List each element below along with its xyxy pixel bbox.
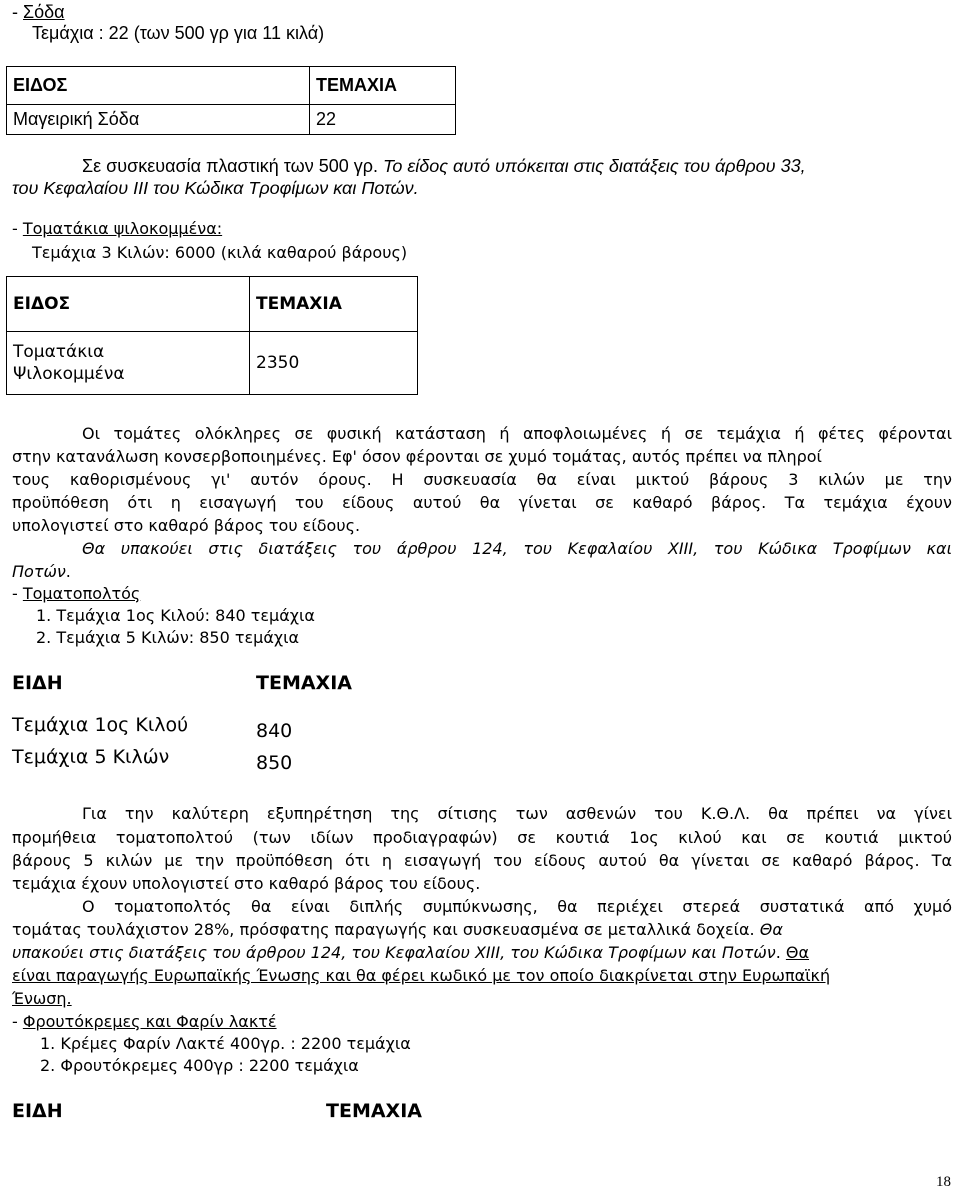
paste-item: 2. Τεμάχια 5 Κιλών: 850 τεμάχια xyxy=(36,628,300,647)
soda-note-line2: του Κεφαλαίου ΙΙΙ του Κώδικα Τροφίμων και Ποτών. xyxy=(12,178,419,198)
soda-title: Σόδα xyxy=(23,2,65,22)
tomatoes-table xyxy=(6,276,418,395)
paragraph-line: προϋπόθεση ότι η εισαγωγή του είδους αυτού θα γίνεται σε καθαρό βάρος. Τα τεμάχια έχουν xyxy=(12,493,952,512)
cell-kind-line1: Τοματάκια xyxy=(13,342,105,362)
cell-kind xyxy=(7,332,250,395)
paragraph-line xyxy=(12,920,783,939)
cell-pieces: 22 xyxy=(310,105,456,135)
soda-heading xyxy=(12,2,65,23)
regulation-text: υπακούει στις διατάξεις του άρθρου 124, του Κεφαλαίου ΧΙΙΙ, του Κώδικα Τροφίμων και Ποτών xyxy=(12,943,776,962)
table-header-row xyxy=(7,277,418,332)
paragraph-line: τους καθορισμένους γι' αυτόν όρους. Η συσκευασία θα είναι μικτού βάρους 3 κιλών με την xyxy=(12,470,952,489)
cell-pieces: 2350 xyxy=(250,332,418,395)
page-number: 18 xyxy=(936,1174,951,1190)
packaging-text: Σε συσκευασία πλαστική των 500 γρ. xyxy=(82,156,378,176)
paste-title: Τοματοπολτός xyxy=(22,584,141,603)
paragraph-text: τομάτας τουλάχιστον 28%, πρόσφατης παραγωγής και συσκευασμένα σε μεταλλικά δοχεία. xyxy=(12,920,755,939)
regulation-line: Θα υπακούει στις διατάξεις του άρθρου 124, του Κεφαλαίου ΧΙΙΙ, του Κώδικα Τροφίμων και xyxy=(82,539,952,558)
paragraph-line: Για την καλύτερη εξυπηρέτηση της σίτισης των ασθενών του Κ.Θ.Λ. θα πρέπει να γίνει xyxy=(82,804,952,823)
dash: - xyxy=(12,584,23,603)
cream-heading xyxy=(12,1012,277,1031)
cell-kind: Μαγειρική Σόδα xyxy=(7,105,310,135)
table-row xyxy=(7,105,456,135)
regulation-text: Ποτών xyxy=(12,562,66,581)
period: . xyxy=(65,562,71,581)
paste-item: 1. Τεμάχια 1ος Κιλού: 840 τεμάχια xyxy=(36,606,315,625)
cream-item: 1. Κρέμες Φαρίν Λακτέ 400γρ. : 2200 τεμάχια xyxy=(40,1034,411,1053)
cream-col-header-pieces: ΤΕΜΑΧΙΑ xyxy=(326,1100,422,1122)
tomatoes-quantity: Τεμάχια 3 Κιλών: 6000 (κιλά καθαρού βάρους) xyxy=(32,243,408,262)
paragraph-line: Ο τοματοπολτός θα είναι διπλής συμπύκνωσης, θα περιέχει στερεά συστατικά από χυμό xyxy=(82,897,952,916)
dash: - xyxy=(12,2,23,22)
cell-kind: Τεμάχια 5 Κιλών xyxy=(12,746,170,768)
paste-heading xyxy=(12,584,140,603)
dash: - xyxy=(12,219,23,238)
table-header-row xyxy=(7,67,456,105)
soda-table xyxy=(6,66,456,135)
col-header-kind: ΕΙΔΗ xyxy=(12,672,63,694)
col-header-pieces: ΤΕΜΑΧΙΑ xyxy=(250,277,418,332)
col-header-pieces: ΤΕΜΑΧΙΑ xyxy=(256,672,352,694)
tomatoes-heading xyxy=(12,219,222,238)
regulation-line xyxy=(12,943,809,962)
col-header-pieces: ΤΕΜΑΧΙΑ xyxy=(310,67,456,105)
paragraph-line: προμήθεια τοματοπολτού (των ιδίων προδιαγραφών) σε κουτιά 1ος κιλού και σε κουτιά μικτού xyxy=(12,828,952,847)
cell-pieces: 850 xyxy=(256,752,293,774)
cream-col-header-kind: ΕΙΔΗ xyxy=(12,1100,63,1122)
eu-text: Θα xyxy=(785,943,810,962)
period: . xyxy=(775,943,781,962)
paragraph-line: τεμάχια έχουν υπολογιστεί στο καθαρό βάρος του είδους. xyxy=(12,874,481,893)
tomatoes-title: Τοματάκια ψιλοκομμένα: xyxy=(22,219,223,238)
eu-line-end: Ένωση. xyxy=(12,989,72,1008)
soda-note-line1 xyxy=(82,156,806,177)
cell-kind: Τεμάχια 1ος Κιλού xyxy=(12,714,189,736)
cell-pieces: 840 xyxy=(256,720,293,742)
regulation-text: Το είδος αυτό υπόκειται στις διατάξεις του άρθρου 33, xyxy=(383,156,806,176)
eu-line: είναι παραγωγής Ευρωπαϊκής Ένωσης και θα φέρει κωδικό με τον οποίο διακρίνεται στην Ευρωπαϊκή xyxy=(12,966,831,985)
paragraph-line: στην κατανάλωση κονσερβοποιημένες. Εφ' όσον φέρονται σε χυμό τομάτας, αυτός πρέπει να πληροί xyxy=(12,447,822,466)
paragraph-line: Οι τομάτες ολόκληρες σε φυσική κατάσταση ή αποφλοιωμένες ή σε τεμάχια ή φέτες φέρονται xyxy=(82,424,952,443)
paragraph-line: βάρους 5 κιλών με την προϋπόθεση ότι η εισαγωγή του είδους αυτού θα γίνεται σε καθαρό βάρος. Τα xyxy=(12,851,952,870)
paragraph-line: υπολογιστεί στο καθαρό βάρος του είδους. xyxy=(12,516,361,535)
cell-kind-line2: Ψιλοκομμένα xyxy=(13,364,125,384)
cream-title: Φρουτόκρεμες και Φαρίν λακτέ xyxy=(22,1012,277,1031)
col-header-kind: ΕΙΔΟΣ xyxy=(7,277,250,332)
regulation-line-end xyxy=(12,562,71,581)
soda-quantity: Τεμάχια : 22 (των 500 γρ για 11 κιλά) xyxy=(32,23,325,43)
dash: - xyxy=(12,1012,23,1031)
regulation-text: Θα xyxy=(759,920,783,939)
col-header-kind: ΕΙΔΟΣ xyxy=(7,67,310,105)
table-row xyxy=(7,332,418,395)
cream-item: 2. Φρουτόκρεμες 400γρ : 2200 τεμάχια xyxy=(40,1056,359,1075)
